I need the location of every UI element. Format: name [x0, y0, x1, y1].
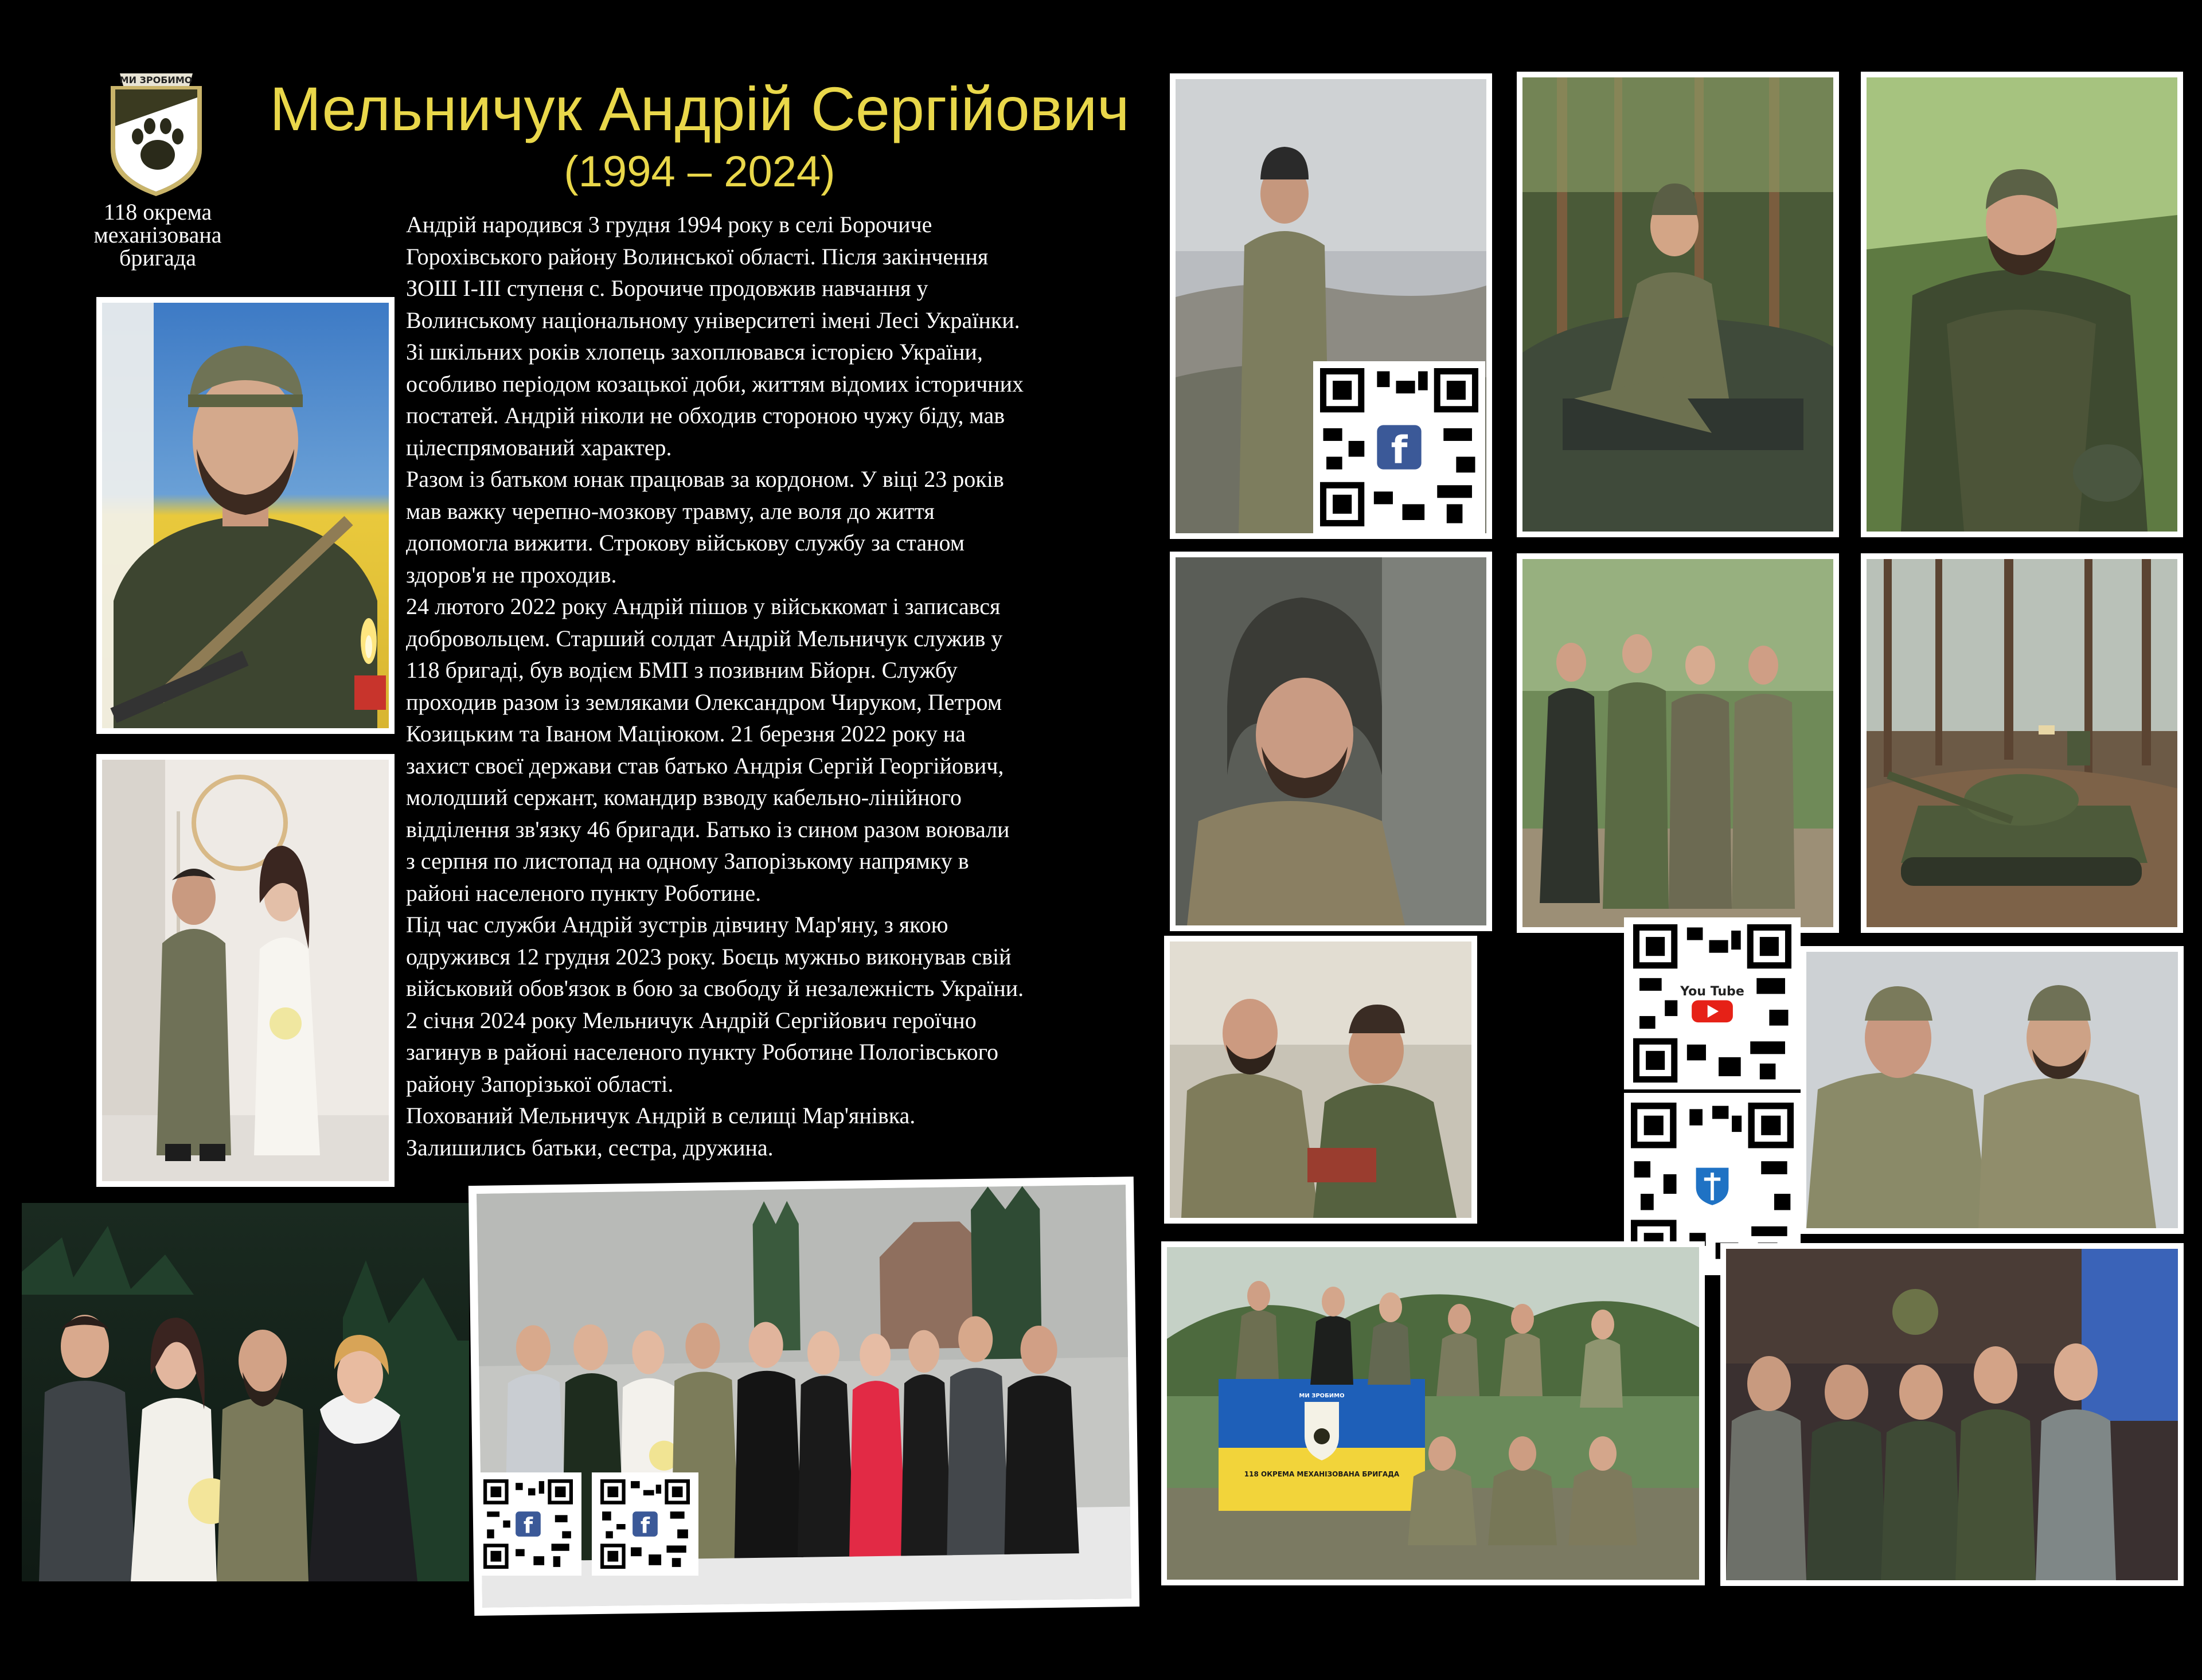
svg-text:f: f — [640, 1513, 650, 1538]
bio-line: добровольцем. Старший солдат Андрій Мельничук служив у — [406, 625, 1003, 651]
bio-line: Козицьким та Іваном Маціюком. 21 березня 2022 року на — [406, 721, 966, 747]
bio-line: районі населеного пункту Роботине. — [406, 880, 762, 906]
brigade-line: бригада — [119, 245, 197, 271]
bio-line: 24 лютого 2022 року Андрій пішов у військкомат і записався — [406, 593, 1001, 619]
youtube-qr-code[interactable] — [1624, 917, 1801, 1089]
bio-line: Горохівського району Волинської області. Після закінчення — [406, 243, 989, 269]
bio-line: району Запорізької області. — [406, 1070, 674, 1097]
photo-soldier-car — [1517, 72, 1839, 537]
youtube-qr — [1631, 924, 1794, 1083]
bio-line: допомогла вижити. Строкову військову службу за станом — [406, 530, 965, 556]
svg-text:МИ ЗРОБИМО: МИ ЗРОБИМО — [1299, 1393, 1345, 1399]
bio-line: з серпня по листопад на одному Запорізькому напрямку в — [406, 848, 969, 874]
photo-soldier-helmet — [1170, 552, 1492, 931]
bio-line: 2 січня 2024 року Мельничук Андрій Сергійович героїчно — [406, 1007, 977, 1033]
bio-line: молодший сержант, командир взводу кабельно-лінійного — [406, 784, 962, 810]
bio-line: Похований Мельничук Андрій в селищі Мар'янівка. — [406, 1103, 916, 1128]
bio-line: Андрій народився 3 грудня 1994 року в селі Борочиче — [406, 212, 932, 237]
bio-line: цілеспрямований характер. — [406, 434, 672, 460]
bio-line: Зі шкільних років хлопець захоплювався історією України, — [406, 339, 983, 365]
bio-line: захист своєї держави став батько Андрія Сергій Георгійович, — [406, 752, 1004, 779]
facebook-qr — [599, 1479, 692, 1569]
person-name: Мельничук Андрій Сергійович — [270, 74, 1130, 143]
bio-line: загинув в районі населеного пункту Роботине Пологівського — [406, 1039, 999, 1065]
bio-line: Волинському національному університеті імені Лесі Українки. — [406, 307, 1020, 333]
brigade-line: механізована — [93, 222, 222, 248]
biography-text — [406, 209, 1077, 1163]
bio-line: постатей. Андрій ніколи не обходив стороною чужу біду, мав — [406, 403, 1005, 428]
facebook-qr-code-left[interactable] — [475, 1472, 581, 1576]
photo-tank-forest — [1861, 553, 2183, 933]
family-photo — [22, 1203, 469, 1581]
photo-soldier-armor — [1861, 72, 2183, 537]
photo-five-soldiers-indoors — [1720, 1243, 2184, 1586]
brigade-name — [54, 201, 261, 269]
paw-shield-icon — [106, 63, 206, 198]
wedding-photo — [96, 754, 395, 1187]
svg-text:f: f — [523, 1513, 533, 1538]
bio-line: одружився 12 грудня 2023 року. Боєць мужньо виконував свій — [406, 943, 1012, 970]
facebook-qr — [1320, 368, 1478, 526]
facebook-qr-code-top[interactable] — [1313, 361, 1485, 533]
svg-text:МИ ЗРОБИМО: МИ ЗРОБИМО — [119, 75, 193, 85]
photo-two-soldiers-table — [1164, 936, 1477, 1224]
bio-line: Разом із батьком юнак працював за кордоном. У віці 23 років — [406, 466, 1004, 492]
bio-line: відділення зв'язку 46 бригади. Батько із сином разом воювали — [406, 816, 1010, 842]
bio-line: військовий обов'язок в бою за свободу й незалежність України. — [406, 975, 1024, 1001]
bio-line: Залишились батьки, сестра, дружина. — [406, 1134, 774, 1161]
bio-line: ЗОШ І-ІІІ ступеня с. Борочиче продовжив навчання у — [406, 275, 928, 301]
svg-text:118 ОКРЕМА МЕХАНІЗОВАНА БРИГАД: 118 ОКРЕМА МЕХАНІЗОВАНА БРИГАДА — [1244, 1470, 1400, 1478]
facebook-qr — [482, 1479, 575, 1569]
svg-text:f: f — [1391, 428, 1408, 472]
life-years: (1994 – 2024) — [564, 147, 835, 196]
brigade-emblem — [106, 63, 206, 198]
photo-group-flag — [1161, 1241, 1705, 1585]
svg-text:You Tube: You Tube — [1680, 984, 1744, 999]
bio-line: мав важку черепно-мозкову травму, але воля до життя — [406, 498, 935, 524]
bio-line: Під час служби Андрій зустрів дівчину Мар'яну, з якою — [406, 912, 948, 937]
brigade-line: 118 окрема — [103, 199, 212, 225]
bio-line: проходив разом із земляками Олександром Чируком, Петром — [406, 689, 1002, 715]
photo-two-soldiers-hug — [1801, 946, 2184, 1234]
bio-line: особливо періодом козацької доби, життям відомих історичних — [406, 370, 1024, 397]
photo-four-soldiers — [1517, 553, 1839, 933]
facebook-qr-code-right[interactable] — [592, 1472, 698, 1576]
bio-line: здоров'я не проходив. — [406, 561, 617, 588]
bio-line: 118 бригаді, був водієм БМП з позивним Бйорн. Службу — [406, 657, 958, 683]
portrait-photo — [96, 297, 395, 734]
